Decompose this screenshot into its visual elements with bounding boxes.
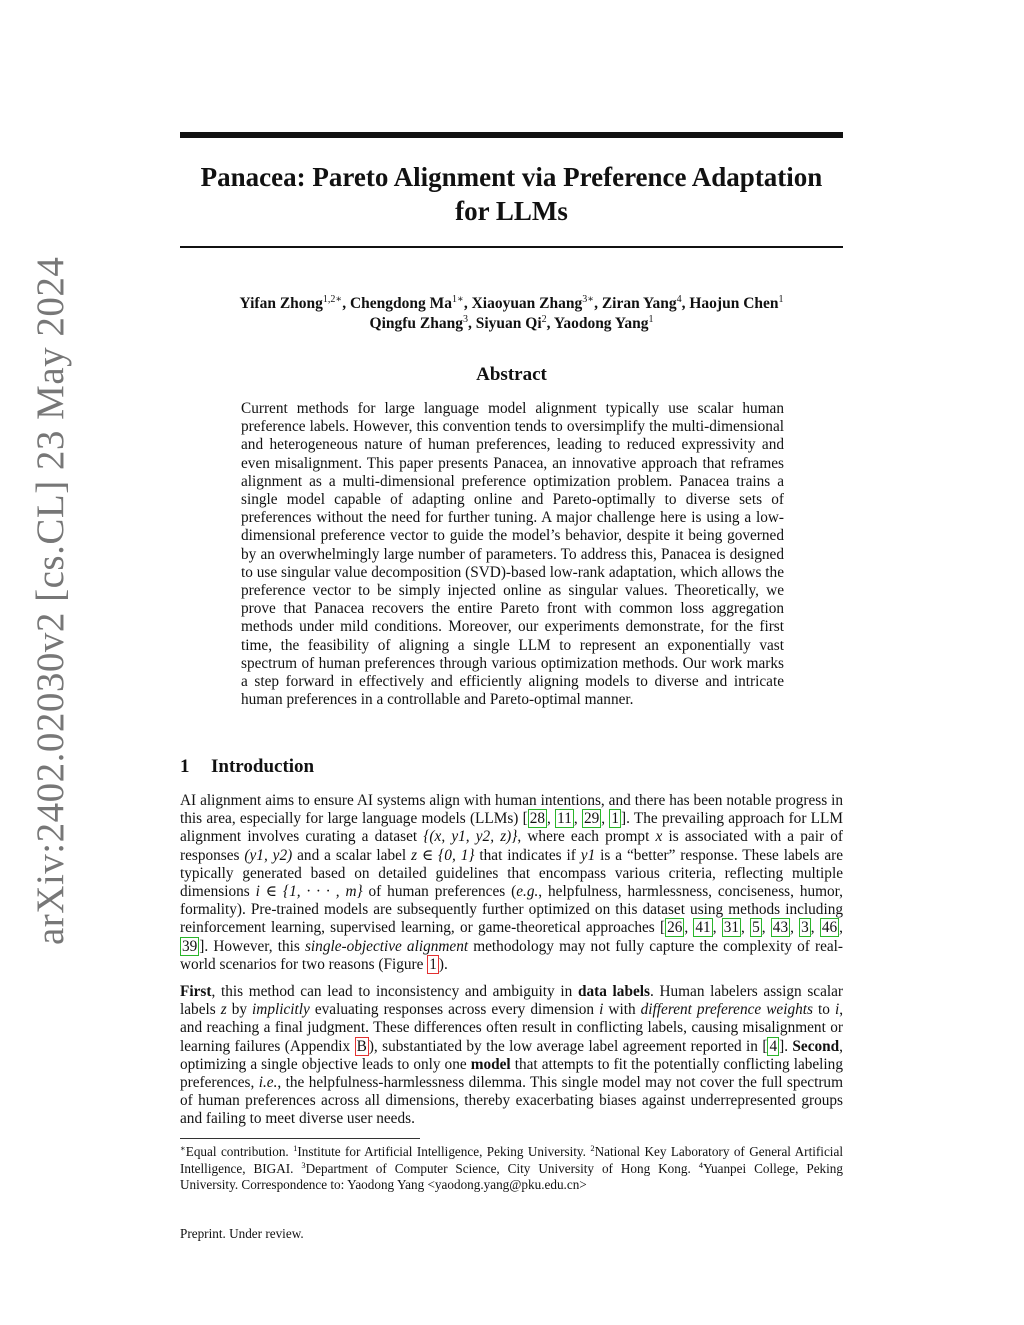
math-expression: i ∈ {1, · · · , m}	[255, 883, 363, 901]
math-expression: y1	[580, 846, 596, 864]
author-name: Yifan Zhong	[239, 295, 323, 312]
bold-term: First	[180, 983, 212, 1000]
affiliation-mark: 1	[778, 294, 784, 305]
footnote-mark: 2	[590, 1143, 595, 1153]
footnote-mark: 1	[293, 1143, 298, 1153]
citation-link[interactable]: 4	[769, 1037, 778, 1055]
author-name: Xiaoyuan Zhang	[471, 295, 583, 312]
footnote-text: Equal contribution.	[185, 1144, 294, 1159]
text-run: AI alignment aims to ensure AI systems align with human intentions, and there has been notable progress in this area, especially for large language models (LLMs) [	[180, 792, 843, 828]
text-run: , helpfulness, harmlessness, conciseness, humor, formality). Pre-trained models are subsequently further optimized on this dataset using methods including reinforcement learning, supervised learning, or game-theoretical approaches [	[180, 883, 843, 937]
text-run: , the helpfulness-harmlessness dilemma. This single model may not cover the full spectrum of human preferences across all dimensions, thereby exacerbating biases against underrepresented groups and failing to meet diverse user needs.	[180, 1074, 843, 1128]
text-run: and a scalar label	[292, 846, 412, 864]
text-run: that indicates if	[474, 846, 581, 864]
citation-link[interactable]: 1	[611, 810, 620, 828]
citation-link[interactable]: 41	[695, 919, 711, 937]
affiliation-mark: 1,2∗	[322, 294, 343, 305]
footnote-text: Department of Computer Science, City University of Hong Kong.	[305, 1160, 699, 1176]
author-name: Ziran Yang	[601, 295, 677, 312]
author-name: Qingfu Zhang	[369, 315, 463, 332]
citation-link[interactable]: 11	[557, 810, 572, 828]
text-run: , where each prompt	[517, 828, 656, 846]
math-expression: (y1, y2)	[244, 846, 293, 864]
citation-link[interactable]: 39	[182, 937, 198, 955]
affiliation-mark: 4	[676, 294, 682, 305]
text-run: ].	[779, 1037, 793, 1055]
footnote-mark: 4	[698, 1159, 703, 1170]
author-name: Siyuan Qi	[475, 315, 542, 332]
text-run: that attempts to fit the potentially conflicting labeling preferences,	[180, 1055, 843, 1092]
math-expression: z ∈ {0, 1}	[411, 846, 475, 864]
appendix-reference-link[interactable]: B	[356, 1037, 367, 1055]
citation-link[interactable]: 43	[772, 919, 789, 937]
author-list	[180, 294, 843, 334]
figure-reference-link[interactable]: 1	[429, 955, 437, 973]
text-run: of human preferences (	[362, 883, 517, 901]
footnote-text: Institute for Artificial Intelligence, Peking University.	[297, 1144, 591, 1159]
text-run: methodology may not fully capture the complexity of real-world scenarios for two reasons (Figure	[180, 937, 843, 973]
text-run: by	[226, 1001, 253, 1019]
text-run: is a “better” response. These labels are typically generated based on detailed guidelines that encompass various criteria, reflecting multiple dimensions	[180, 846, 844, 901]
affiliation-mark: 3	[463, 314, 468, 325]
math-expression: {(x, y1, y2, z)}	[423, 828, 518, 846]
emphasis: single-objective alignment	[304, 937, 469, 955]
paper-title	[180, 160, 843, 228]
text-run: ).	[438, 955, 448, 973]
text-run: , this method can lead to inconsistency and ambiguity in	[211, 983, 578, 1000]
emphasis: e.g.	[516, 883, 539, 901]
footnote-mark: ∗	[180, 1143, 186, 1153]
title-line-1: Panacea: Pareto Alignment via Preference Adaptation	[200, 162, 823, 192]
author-name: Yaodong Yang	[553, 315, 649, 332]
text-run: is associated with a pair of responses	[180, 828, 843, 864]
footnote-text: National Key Laboratory of General Artificial Intelligence, BIGAI.	[180, 1144, 843, 1176]
section-number: 1	[180, 756, 190, 777]
citation-link[interactable]: 28	[529, 810, 546, 828]
math-expression: i	[599, 1001, 604, 1019]
title-top-rule	[180, 132, 843, 138]
author-line-2: Qingfu Zhang$^3$, Siyuan Qi$^2$, Yaodong Yang$^1$	[369, 314, 654, 332]
math-expression: x	[655, 828, 663, 846]
emphasis: i.e.	[258, 1074, 278, 1092]
text-run: . Human labelers assign scalar labels	[180, 983, 844, 1019]
intro-paragraph-2	[180, 983, 843, 1129]
citation-link[interactable]: 31	[723, 919, 740, 937]
arxiv-identifier: arXiv:2402.02030v2 [cs.CL] 23 May 2024	[29, 256, 72, 945]
preprint-note: Preprint. Under review.	[180, 1226, 304, 1241]
author-name: Haojun Chen	[689, 295, 779, 312]
citation-link[interactable]: 5	[752, 919, 760, 937]
bold-term: Second	[792, 1037, 840, 1055]
text-run: with	[603, 1001, 641, 1019]
footnote-mark: 3	[301, 1159, 306, 1170]
text-run: , and reaching a final judgment. These differences often result in conflicting labels, causing misalignment or learning failures (Appendix	[180, 1001, 844, 1055]
section-title: Introduction	[211, 756, 315, 777]
text-run: to	[812, 1001, 835, 1019]
section-heading	[180, 756, 314, 778]
text-run: ]. However, this	[199, 937, 305, 955]
footnote-rule	[180, 1138, 420, 1139]
citation-link[interactable]: 46	[821, 919, 838, 937]
text-run: ), substantiated by the low average label agreement reported in [	[368, 1037, 768, 1055]
affiliation-mark: 1∗	[452, 294, 464, 305]
author-line-1: Yifan Zhong$^{1,2∗}$, Chengdong $Ma^{1∗}$, Xiaoyuan Zhang$^{3∗}$, Ziran Yang$^4$, Haojun Chen$^1$	[239, 294, 784, 312]
text-run: ]. The prevailing approach for LLM alignment involves curating a dataset	[180, 810, 843, 846]
citation-link[interactable]: 3	[801, 919, 809, 937]
abstract-body: Current methods for large language model alignment typically use scalar human preference labels. However, this convention tends to oversimplify the multi-dimensional and heterogeneous nature of human preferences, leading to reduced expressivity and even misalignment. This paper presents Panacea, an innovative approach that reframes alignment as a multi-dimensional preference optimization problem. Panacea trains a single model capable of adapting online and Pareto-optimally to diverse sets of preferences without the need for further tuning. A major challenge here is using a low-dimensional preference vector to guide the model’s behavior, despite it being governed by an overwhelmingly large number of parameters. To address this, Panacea is designed to use singular value decomposition (SVD)-based low-rank adaptation, which allows the preference vector to be simply injected online as singular values. Theoretically, we prove that Panacea recovers the entire Pareto front with common loss aggregation methods under mild conditions. Moreover, our experiments demonstrate, for the first time, the feasibility of aligning a single LLM to represent an exponentially vast spectrum of human preferences through various optimization methods. Our work marks a step forward in effectively and efficiently aligning models to diverse and intricate human preferences in a controllable and Pareto-optimal manner.	[241, 400, 784, 709]
text-run: evaluating responses across every dimension	[309, 1001, 600, 1019]
affiliation-mark: 1	[648, 314, 654, 325]
footnote	[180, 1144, 843, 1194]
intro-paragraph-1: AI alignment aims to ensure AI systems align with human intentions, and there has been notable progress in this area, especially for large language models (LLMs) [ 28 , 11 , 29 , 1 ]. The prevailing approach for LLM alignment involves curating a dataset {(x, y1, y2, z)}, where each prompt x is associated with a pair of responses (y1, y2) and a scalar label z ∈ {0, 1} that indicates if y1 is a “better” response. These labels are typically generated based on detailed guidelines that encompass various criteria, reflecting multiple dimensions i ∈ {1, · · · , m} of human preferences (e.g., helpfulness, harmlessness, conciseness, humor, formality). Pre-trained models are subsequently further optimized on this dataset using methods including reinforcement learning, supervised learning, or game-theoretical approaches [ 26 , 41 , 31 , 5 , 43 , 3 , 46 , 39 ]. However, this single-objective alignment methodology may not fully capture the complexity of real-world scenarios for two reasons (Figure 1 ).	[180, 792, 844, 973]
abstract-heading: Abstract	[476, 364, 547, 385]
title-line-2: for LLMs	[455, 196, 568, 226]
bold-term: data labels	[577, 983, 650, 1000]
math-expression: i	[834, 1001, 840, 1019]
citation-link[interactable]: 26	[667, 919, 683, 937]
bold-term: model	[470, 1055, 511, 1073]
emphasis: different preference weights	[640, 1001, 813, 1019]
text-run: , optimizing a single objective leads to only one	[180, 1037, 843, 1073]
title-bottom-rule	[180, 246, 843, 248]
emphasis: implicitly	[252, 1001, 310, 1019]
author-name: Chengdong Ma	[349, 295, 453, 312]
affiliation-mark: 2	[541, 314, 547, 325]
affiliation-mark: 3∗	[582, 294, 595, 305]
footnote-text: Yuanpei College, Peking University. Correspondence to: Yaodong Yang <yaodong.yang@pku.edu.cn>	[180, 1160, 843, 1192]
math-expression: z	[220, 1001, 227, 1019]
citation-link[interactable]: 29	[583, 810, 600, 828]
